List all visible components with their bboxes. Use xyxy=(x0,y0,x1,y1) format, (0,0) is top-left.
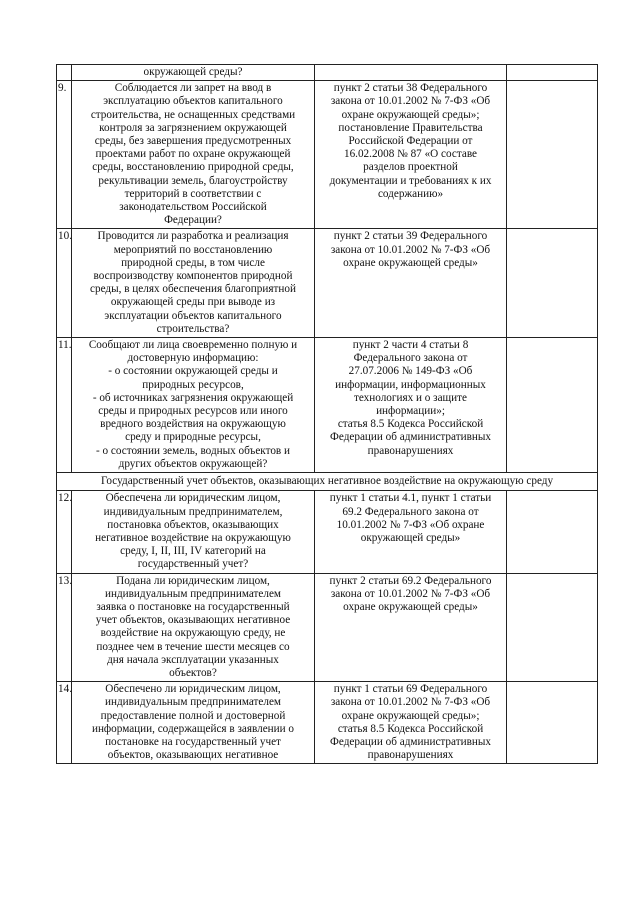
row-number: 10. xyxy=(57,229,72,338)
question-line: постановке на государственный учет xyxy=(105,735,281,748)
question-cell xyxy=(72,573,315,682)
question-line: - о состоянии окружающей среды и xyxy=(108,365,278,378)
legal-reference-cell xyxy=(315,682,507,764)
reference-line: статья 8.5 Кодекса Российской xyxy=(337,418,484,431)
question-line: среду и природные ресурсы, xyxy=(125,431,261,444)
question-line: Сообщают ли лица своевременно полную и xyxy=(88,339,298,352)
reference-line: охране окружающей среды» xyxy=(343,600,478,613)
table-row xyxy=(57,573,598,682)
reference-line: документации и требованиях к их xyxy=(329,174,492,187)
reference-line: пункт 2 части 4 статьи 8 xyxy=(352,339,469,352)
question-line: индивидуальным предпринимателем, xyxy=(103,505,283,518)
question-line: природных ресурсов, xyxy=(142,378,244,391)
row-number: 14. xyxy=(57,682,72,764)
legal-reference-cell xyxy=(315,229,507,338)
reference-line: разделов проектной xyxy=(363,161,458,174)
question-line: учет объектов, оказывающих негативное xyxy=(95,614,291,627)
reference-line: закона от 10.01.2002 № 7-ФЗ «Об xyxy=(330,243,491,256)
reference-line: пункт 1 статьи 69 Федерального xyxy=(333,683,488,696)
legal-reference-cell xyxy=(315,81,507,229)
answer-cell xyxy=(507,229,598,338)
question-line: объектов? xyxy=(169,666,217,679)
question-line: строительства, не оснащенных средствами xyxy=(90,108,296,121)
answer-cell xyxy=(507,682,598,764)
question-line: достоверную информацию: xyxy=(127,352,259,365)
question-line: негативное воздействие на окружающую xyxy=(95,531,291,544)
question-line: Обеспечено ли юридическим лицом, xyxy=(105,683,281,696)
question-line: окружающей среды? xyxy=(143,66,243,78)
question-line: Подана ли юридическим лицом, xyxy=(116,574,270,587)
question-cell xyxy=(72,338,315,473)
question-line: информации, содержащейся в заявлении о xyxy=(91,722,295,735)
reference-line: Федерального закона от xyxy=(353,352,468,365)
reference-line: пункт 2 статьи 39 Федерального xyxy=(333,230,488,243)
question-line: среды, восстановлению природной среды, xyxy=(92,161,294,174)
question-line: проектами работ по охране окружающей xyxy=(95,148,291,161)
question-line: предоставление полной и достоверной xyxy=(100,709,286,722)
reference-line: Российской Федерации от xyxy=(348,135,473,148)
checklist-table xyxy=(56,64,598,764)
question-line: территорий в соответствии с xyxy=(124,187,262,200)
question-line: Соблюдается ли запрет на ввод в xyxy=(114,82,272,95)
reference-line: содержанию» xyxy=(377,187,444,200)
reference-line: 27.07.2006 № 149-ФЗ «Об xyxy=(348,365,473,378)
reference-line: закона от 10.01.2002 № 7-ФЗ «Об xyxy=(330,696,491,709)
legal-reference-cell xyxy=(315,491,507,573)
question-line: законодательством Российской xyxy=(119,201,267,214)
question-line: Проводится ли разработка и реализация xyxy=(97,230,289,243)
reference-line: охране окружающей среды» xyxy=(343,256,478,269)
question-line: дня начала эксплуатации указанных xyxy=(107,653,279,666)
question-line: среды, в целях обеспечения благоприятной xyxy=(90,283,296,296)
table-row xyxy=(57,682,598,764)
question-line: объектов, оказывающих негативное xyxy=(107,749,279,762)
question-line: государственный учет? xyxy=(137,558,249,571)
reference-line: технологиях и о защите xyxy=(353,391,468,404)
question-cell xyxy=(72,682,315,764)
question-line: индивидуальным предпринимателем xyxy=(105,696,281,709)
legal-reference-cell xyxy=(315,338,507,473)
question-line: индивидуальным предпринимателем xyxy=(105,587,281,600)
question-line: среды, без завершения предусмотренных xyxy=(94,135,292,148)
question-line: воздействие на окружающую среду, не xyxy=(100,627,286,640)
reference-line: правонарушениях xyxy=(367,444,454,457)
checklist-table-body xyxy=(57,65,598,764)
reference-line: правонарушениях xyxy=(367,749,454,762)
row-number: 13. xyxy=(57,573,72,682)
reference-line: Федерации об административных xyxy=(330,735,491,748)
section-title: Государственный учет объектов, оказывающих негативное воздействие на окружающую среду xyxy=(57,473,598,491)
reference-line: постановление Правительства xyxy=(338,121,483,134)
reference-line: статья 8.5 Кодекса Российской xyxy=(337,722,484,735)
answer-cell xyxy=(507,573,598,682)
question-line: других объектов окружающей? xyxy=(118,457,268,470)
question-line: природной среды, в том числе xyxy=(121,256,265,269)
question-line: Обеспечена ли юридическим лицом, xyxy=(105,492,281,505)
table-row xyxy=(57,65,598,81)
reference-line: окружающей среды» xyxy=(360,531,461,544)
reference-line: пункт 2 статьи 69.2 Федерального xyxy=(329,574,492,587)
row-number: 9. xyxy=(57,81,72,229)
question-line: окружающей среды при выводе из xyxy=(110,296,276,309)
table-row xyxy=(57,491,598,573)
reference-line: Федерации об административных xyxy=(330,431,491,444)
question-line: мероприятий по восстановлению xyxy=(113,243,273,256)
row-number: 12. xyxy=(57,491,72,573)
answer-cell xyxy=(507,81,598,229)
question-line: контроля за загрязнением окружающей xyxy=(99,121,287,134)
question-line: рекультивации земель, благоустройству xyxy=(98,174,288,187)
reference-line: 69.2 Федерального закона от xyxy=(342,505,479,518)
table-row xyxy=(57,229,598,338)
reference-line: закона от 10.01.2002 № 7-ФЗ «Об xyxy=(330,587,491,600)
question-line: - о состоянии земель, водных объектов и xyxy=(96,444,290,457)
question-line: воспроизводству компонентов природной xyxy=(93,270,293,283)
reference-line: информации, информационных xyxy=(335,378,486,391)
question-line: эксплуатацию объектов капитального xyxy=(103,95,283,108)
question-line: позднее чем в течение шести месяцев со xyxy=(96,640,290,653)
answer-cell xyxy=(507,338,598,473)
question-line: строительства? xyxy=(156,322,230,335)
table-row xyxy=(57,338,598,473)
table-row xyxy=(57,81,598,229)
legal-reference-cell xyxy=(315,573,507,682)
question-line: среду, I, II, III, IV категорий на xyxy=(120,545,266,558)
question-cell xyxy=(72,229,315,338)
reference-line: охране окружающей среды»; xyxy=(341,108,480,121)
row-number: 11. xyxy=(57,338,72,473)
section-header-row xyxy=(57,473,598,491)
question-line: Федерации? xyxy=(164,214,222,227)
question-cell xyxy=(72,491,315,573)
answer-cell xyxy=(507,65,598,81)
legal-reference-cell xyxy=(315,65,507,81)
question-line: вредного воздействия на окружающую xyxy=(100,418,286,431)
reference-line: пункт 1 статьи 4.1, пункт 1 статьи xyxy=(329,492,492,505)
reference-line: 16.02.2008 № 87 «О составе xyxy=(343,148,478,161)
question-line: среды и природных ресурсов или иного xyxy=(98,405,288,418)
question-line: постановка объектов, оказывающих xyxy=(107,518,279,531)
reference-line: закона от 10.01.2002 № 7-ФЗ «Об xyxy=(330,95,491,108)
reference-line: охране окружающей среды»; xyxy=(341,709,480,722)
answer-cell xyxy=(507,491,598,573)
question-line: - об источниках загрязнения окружающей xyxy=(92,391,294,404)
reference-line: информации»; xyxy=(376,405,445,418)
reference-line: 10.01.2002 № 7-ФЗ «Об охране xyxy=(336,518,485,531)
row-number xyxy=(57,65,72,81)
question-line: заявка о постановке на государственный xyxy=(96,600,290,613)
question-line: эксплуатации объектов капитального xyxy=(104,309,282,322)
reference-line: пункт 2 статьи 38 Федерального xyxy=(333,82,488,95)
question-cell xyxy=(72,81,315,229)
question-cell xyxy=(72,65,315,81)
